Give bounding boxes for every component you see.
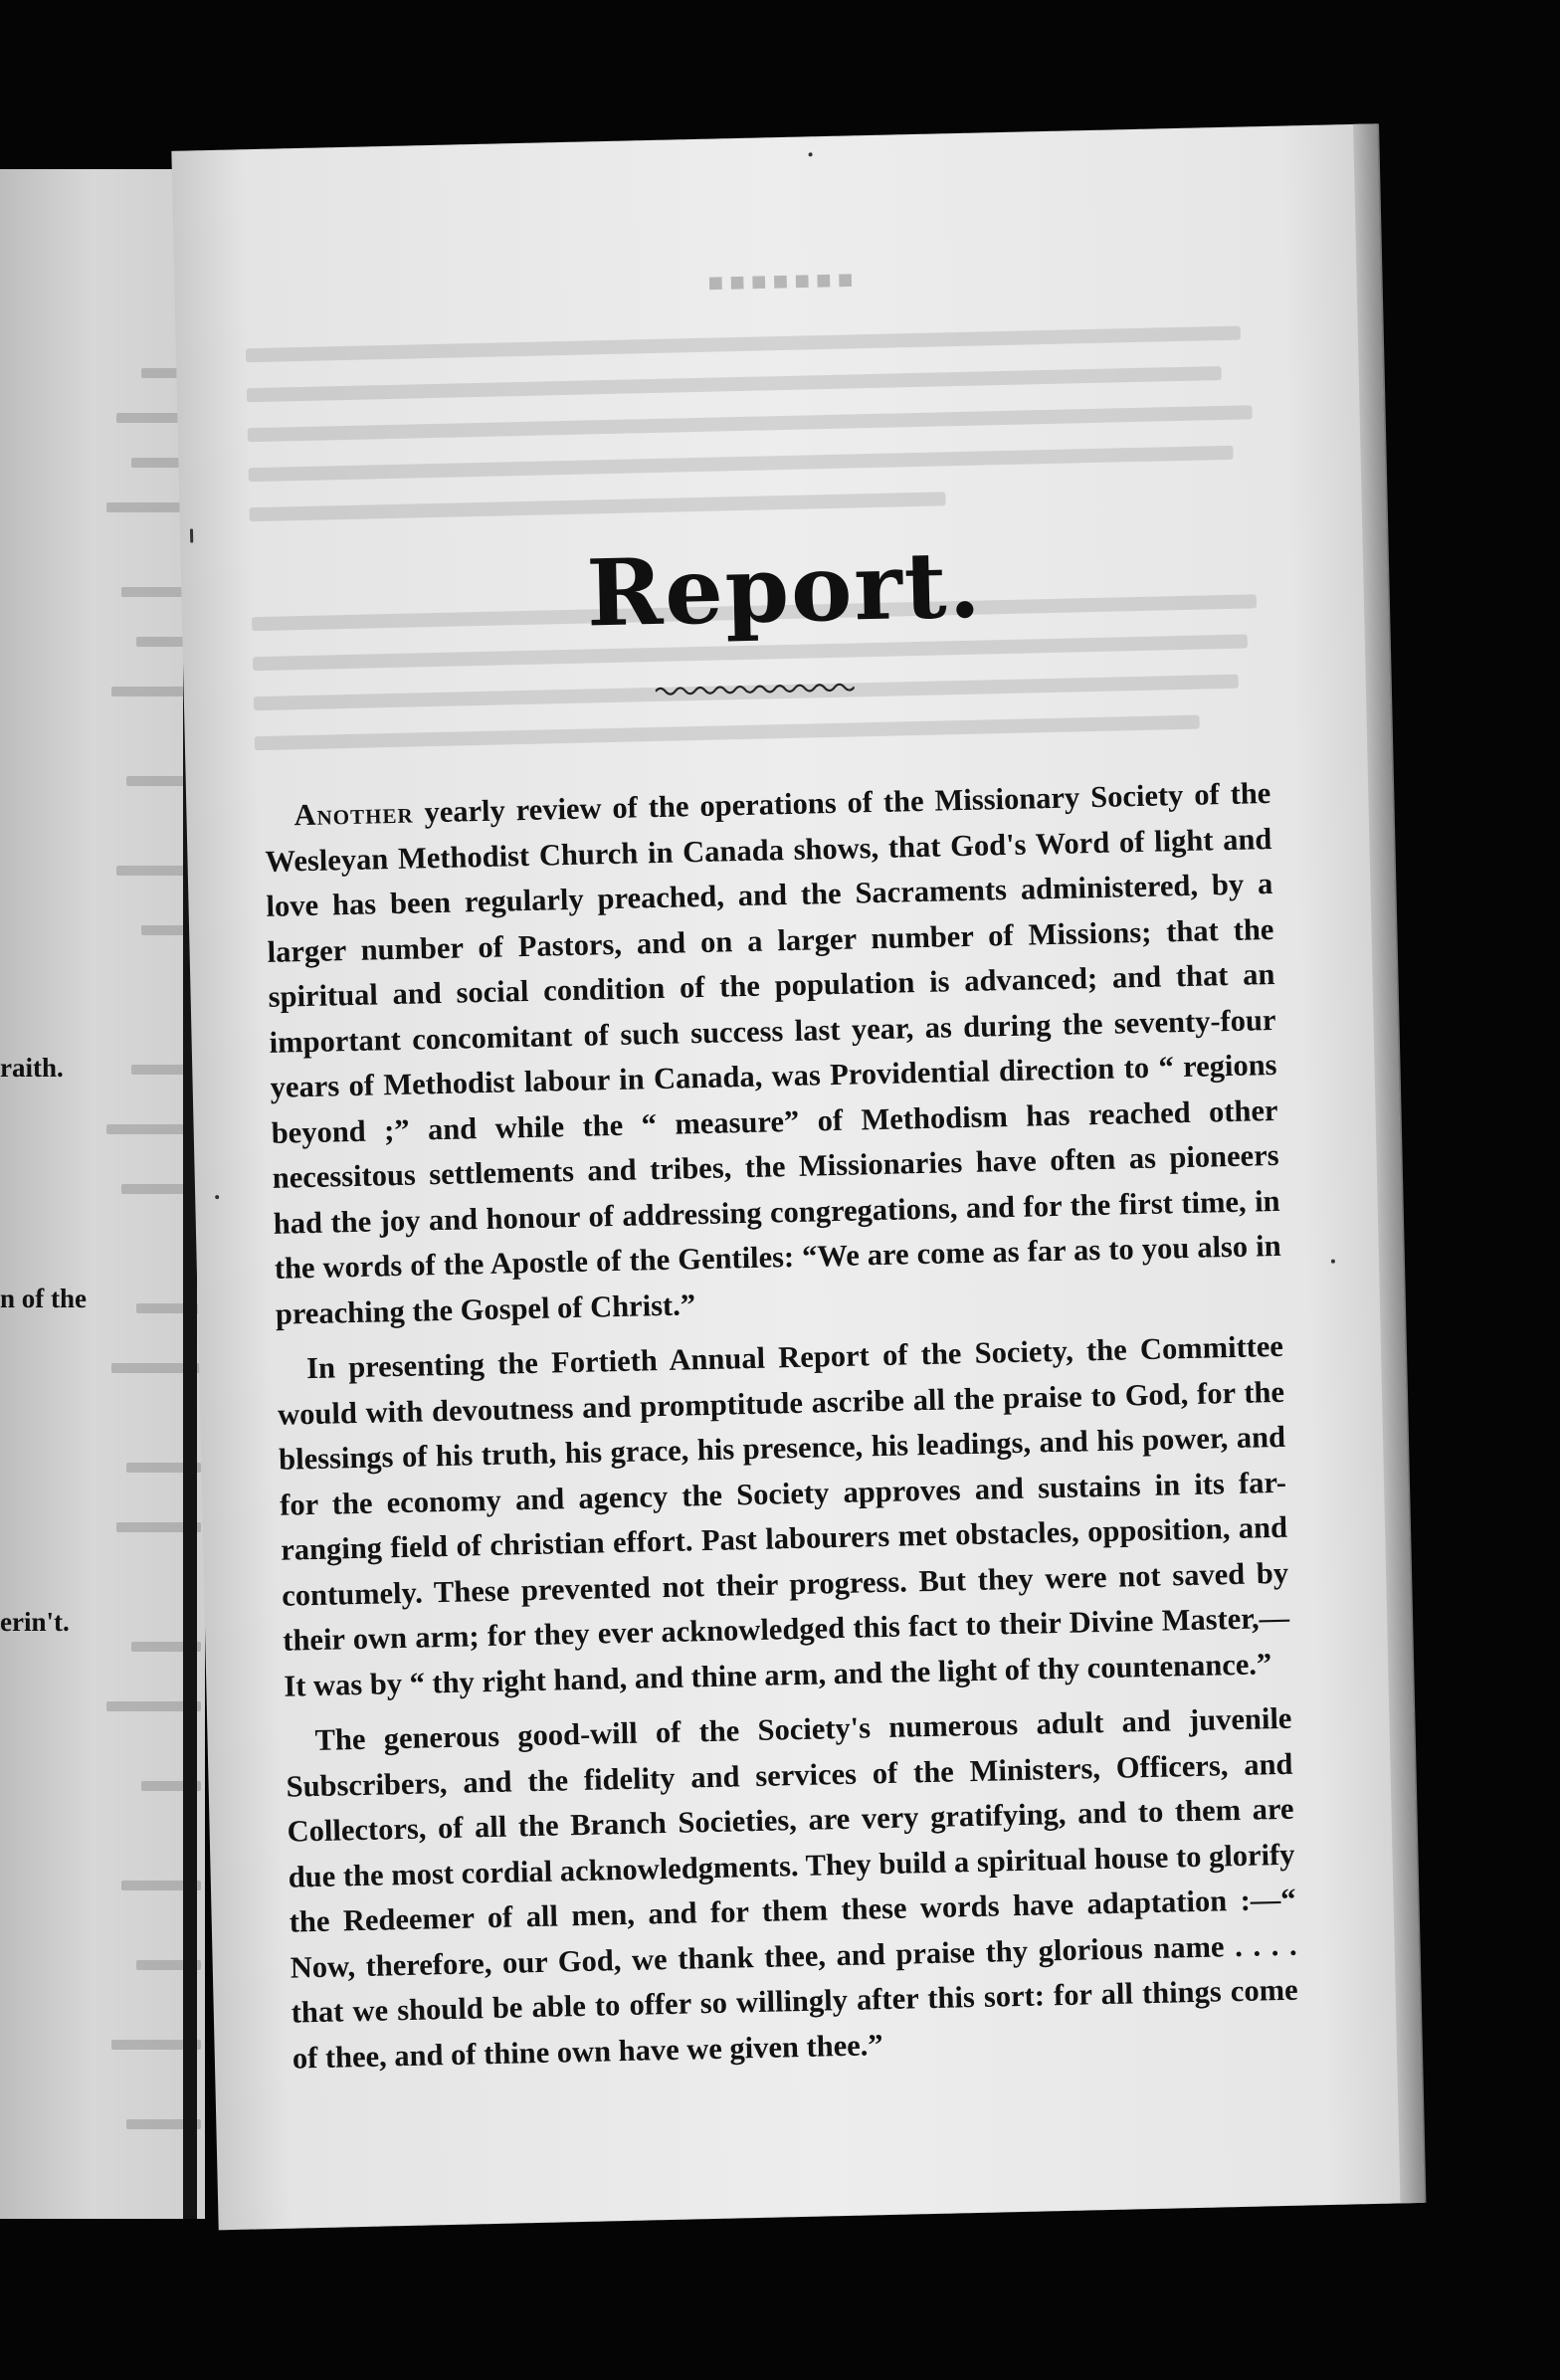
paragraph	[264, 771, 1282, 1337]
paragraph-text: In presenting the Fortieth Annual Report of the Society, the Committee would with devoutness and promptitude ascribe all the praise to God, for the blessings of his truth, his grace, his presence, his leadings, and his power, and for the economy and agency the Society approves and sustains in its far-ranging field of christian effort. Past labourers met obstacles, opposition, and contumely. These prevented not their progress. But they were not saved by their own arm; for they ever acknowledged this fact to their Divine Master,—It was by “ thy right hand, and thine arm, and the light of thy countenance.”	[277, 1328, 1290, 1703]
previous-page-fragment	[0, 169, 205, 2219]
report-page	[171, 123, 1424, 2230]
page-title: Report.	[585, 530, 984, 648]
dust-speck	[190, 528, 193, 542]
show-through-running-head: ■■■■■■■	[701, 265, 854, 298]
dust-speck	[809, 152, 813, 156]
dust-speck	[215, 1195, 219, 1199]
paragraph-lead-word: Another	[293, 795, 414, 833]
left-page-text-fragment: n of the	[0, 1284, 87, 1313]
show-through-line	[248, 405, 1253, 442]
left-page-text-fragment: raith.	[0, 1053, 64, 1083]
show-through-line	[249, 492, 945, 521]
paragraph-text: yearly review of the operations of the Missionary Society of the Wesleyan Methodist Church in Canada shows, that God's Word of light and love has been regularly preached, and the Sacraments administered, by a larger number of Pastors, and on a larger number of Missions; that the spiritual and social condition of the population is advanced; and that an important concomitant of such success last year, as during the seventy-four years of Methodist labour in Canada, was Providential direction to “ regions beyond ;” and while the “ measure” of Methodism has reached other necessitous settlements and tribes, the Missionaries have often as pioneers had the joy and honour of addressing congregations, and for the first time, in the words of the Apostle of the Gentiles: “We are come as far as to you also in preaching the Gospel of Christ.”	[265, 775, 1281, 1331]
left-page-text-fragment: erin't.	[0, 1607, 70, 1637]
show-through-line	[249, 446, 1234, 482]
page-edge-shadow	[1353, 123, 1424, 2203]
dust-speck	[1331, 1260, 1335, 1264]
paragraph	[277, 1324, 1291, 1709]
report-body	[264, 771, 1299, 2091]
paragraph-text: The generous good-will of the Society's numerous adult and juvenile Subscribers, and the fidelity and services of the Ministers, Officers, and Collectors, of all the Branch Societies, are very gratifying, and to them are due the most cordial acknowledgments. They build a spiritual house to glorify the Redeemer of all men, and for them these words have adaptation :—“ Now, therefore, our God, we thank thee, and praise thy glorious name . . . . that we should be able to offer so willingly after this sort: for all things come of thee, and of thine own have we given thee.”	[286, 1700, 1298, 2076]
show-through-line	[246, 326, 1241, 363]
show-through-line	[255, 715, 1200, 751]
paragraph	[285, 1696, 1299, 2082]
show-through-line	[247, 366, 1222, 402]
